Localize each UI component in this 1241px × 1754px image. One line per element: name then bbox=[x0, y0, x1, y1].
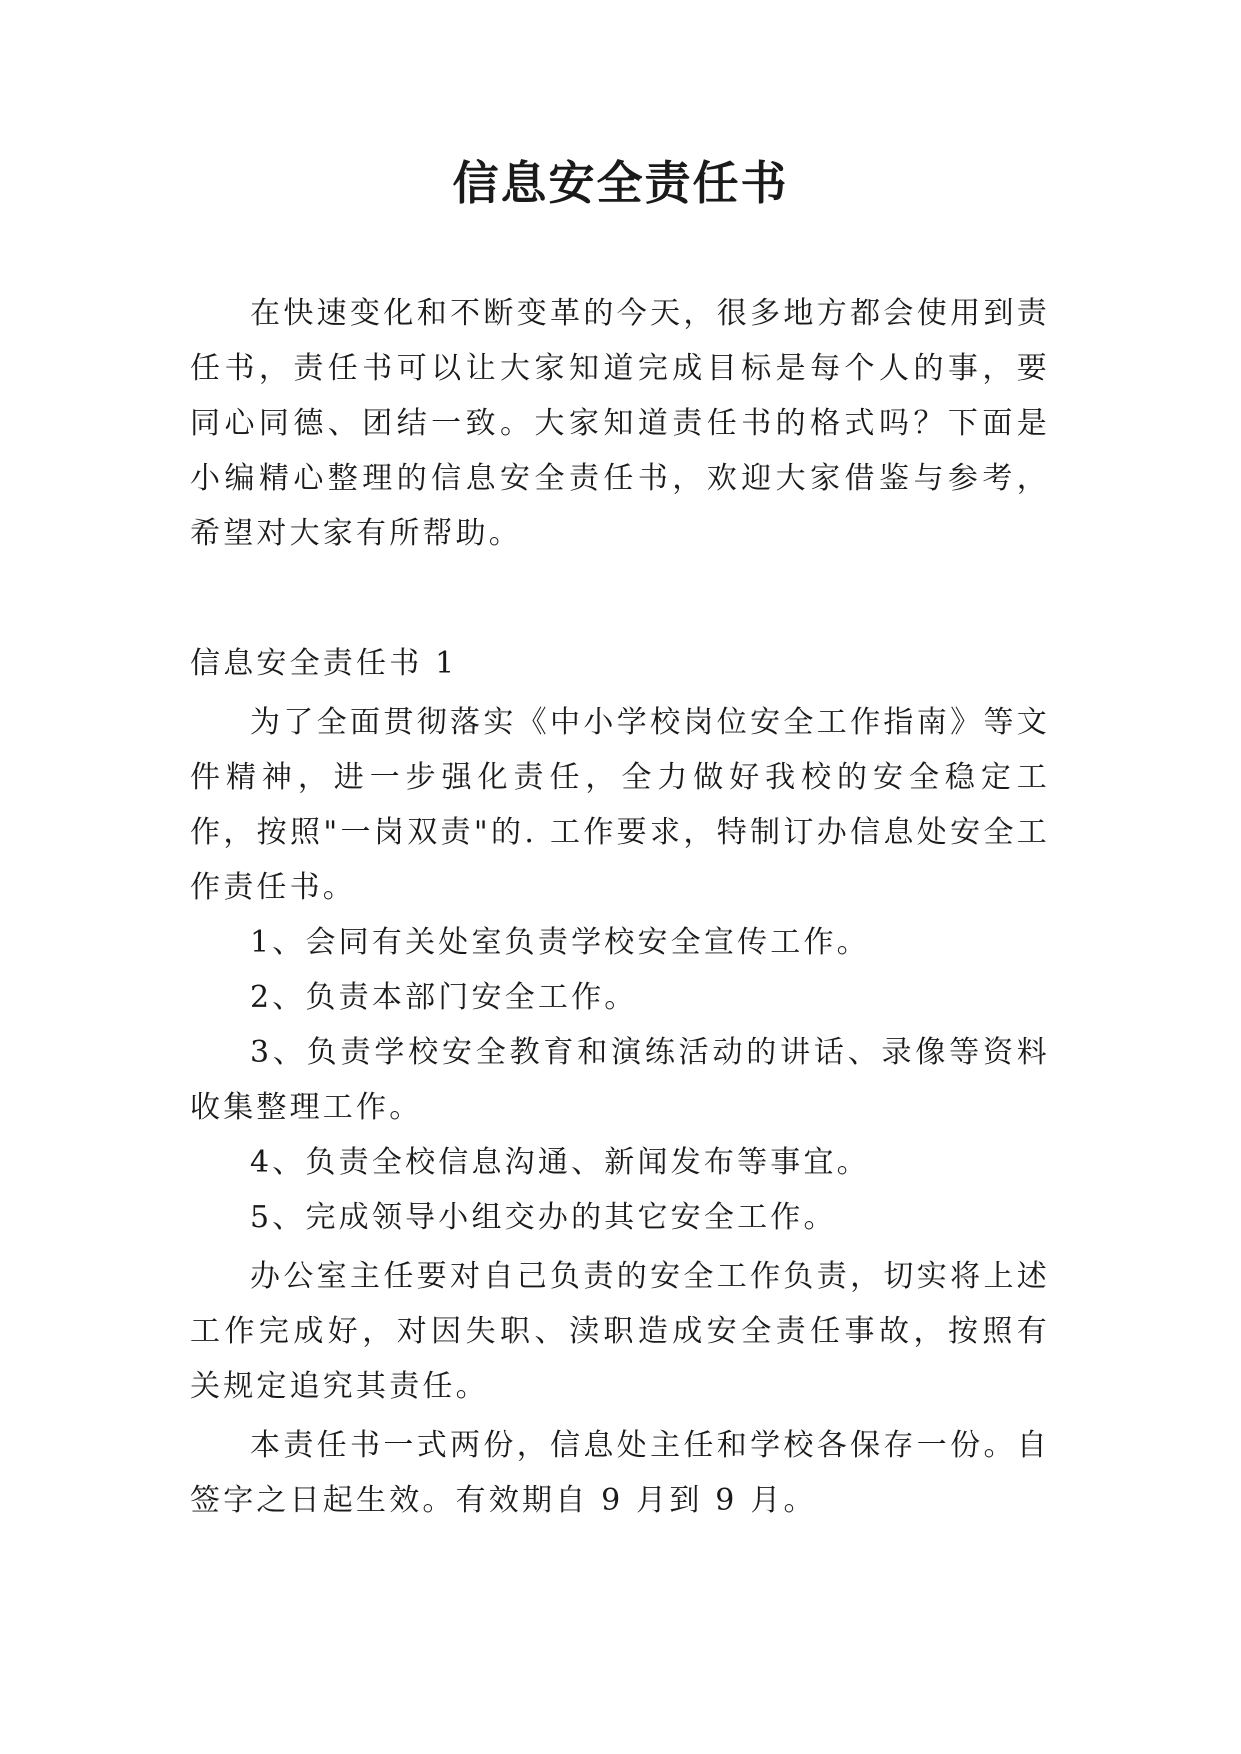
list-item: 5、完成领导小组交办的其它安全工作。 bbox=[250, 1200, 837, 1235]
document-title: 信息安全责任书 bbox=[452, 156, 789, 210]
list-item: 4、负责全校信息沟通、新闻发布等事宜。 bbox=[250, 1145, 870, 1180]
list-item: 3、负责学校安全教育和演练活动的讲话、录像等资料收集整理工作。 bbox=[190, 1035, 1050, 1125]
validity-paragraph: 本责任书一式两份，信息处主任和学校各保存一份。自签字之日起生效。有效期自 9 月到 9 月。 bbox=[190, 1428, 1050, 1518]
list-item: 2、负责本部门安全工作。 bbox=[250, 980, 638, 1015]
list-item: 1、会同有关处室负责学校安全宣传工作。 bbox=[250, 925, 870, 960]
section-heading: 信息安全责任书 1 bbox=[190, 646, 458, 681]
opening-paragraph: 为了全面贯彻落实《中小学校岗位安全工作指南》等文件精神，进一步强化责任，全力做好我校的安全稳定工作，按照"一岗双责"的. 工作要求，特制订办信息处安全工作责任书。 bbox=[190, 705, 1050, 905]
intro-paragraph: 在快速变化和不断变革的今天，很多地方都会使用到责任书，责任书可以让大家知道完成目标是每个人的事，要同心同德、团结一致。大家知道责任书的格式吗？下面是小编精心整理的信息安全责任书，欢迎大家借鉴与参考，希望对大家有所帮助。 bbox=[190, 296, 1050, 551]
document-body bbox=[190, 286, 1050, 1528]
responsibility-paragraph: 办公室主任要对自己负责的安全工作负责，切实将上述工作完成好，对因失职、渎职造成安全责任事故，按照有关规定追究其责任。 bbox=[190, 1259, 1050, 1404]
